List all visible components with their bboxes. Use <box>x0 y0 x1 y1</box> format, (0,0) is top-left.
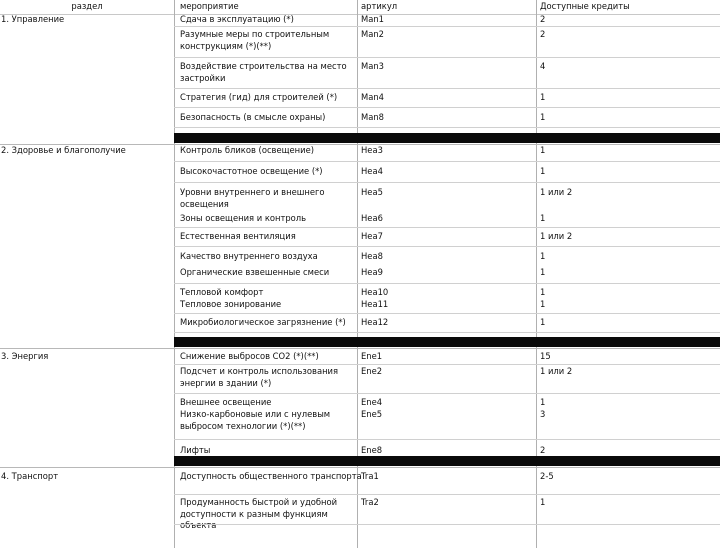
activity-cell: Уровни внутреннего и внешнего освещения <box>180 187 325 209</box>
divider <box>536 468 537 548</box>
credits-cell: 15 <box>540 351 551 361</box>
divider <box>536 0 537 14</box>
article-cell: Ene1 <box>361 351 383 361</box>
activity-cell: Высокочастотное освещение (*) <box>180 166 323 176</box>
row-separator <box>174 246 720 247</box>
category-label: 4. Транспорт <box>1 471 59 481</box>
divider <box>174 0 175 14</box>
credits-cell: 3 <box>540 409 546 419</box>
credits-cell: 1 <box>540 299 546 309</box>
row-separator <box>174 182 720 183</box>
credits-cell: 1 <box>540 92 546 102</box>
activity-cell: Контроль бликов (освещение) <box>180 145 315 155</box>
row-separator <box>174 494 720 495</box>
credits-cell: 1 или 2 <box>540 366 573 376</box>
activity-cell: Микробиологическое загрязнение (*) <box>180 317 346 327</box>
header-article: артикул <box>361 1 398 11</box>
section-separator-bar <box>174 456 720 466</box>
row-separator <box>174 364 720 365</box>
row-separator <box>174 161 720 162</box>
row-separator <box>174 283 720 284</box>
credits-cell: 1 <box>540 166 546 176</box>
row-separator <box>174 393 720 394</box>
section-management <box>0 14 720 145</box>
article-cell: Tra2 <box>361 497 379 507</box>
credits-cell: 2 <box>540 29 546 39</box>
article-cell: Man8 <box>361 112 384 122</box>
activity-cell: Лифты <box>180 445 211 455</box>
row-separator <box>174 107 720 108</box>
activity-cell: Качество внутреннего воздуха <box>180 251 318 261</box>
activity-cell: Доступность общественного транспорта <box>180 471 362 481</box>
article-cell: Man3 <box>361 61 384 71</box>
credits-cell: 4 <box>540 61 546 71</box>
category-label: 3. Энергия <box>1 351 49 361</box>
divider <box>174 468 175 548</box>
header-credits: Доступные кредиты <box>540 1 630 11</box>
article-cell: Hea10 <box>361 287 389 297</box>
header-activity: мероприятие <box>180 1 239 11</box>
credits-cell: 2 <box>540 445 546 455</box>
article-cell: Ene5 <box>361 409 383 419</box>
activity-cell: Продуманность быстрой и удобной доступности к разным функциям объекта <box>180 497 338 530</box>
article-cell: Hea11 <box>361 299 389 309</box>
section-separator-bar <box>174 133 720 143</box>
credits-cell: 1 <box>540 317 546 327</box>
article-cell: Ene8 <box>361 445 383 455</box>
row-separator <box>174 313 720 314</box>
activity-cell: Воздействие строительства на место застройки <box>180 61 347 83</box>
article-cell: Hea9 <box>361 267 383 277</box>
divider <box>174 349 175 467</box>
activity-cell: Внешнее освещение <box>180 397 272 407</box>
article-cell: Man1 <box>361 14 384 24</box>
article-cell: Hea8 <box>361 251 383 261</box>
credits-cell: 1 <box>540 397 546 407</box>
activity-cell: Подсчет и контроль использования энергии в здании (*) <box>180 366 339 388</box>
row-separator <box>174 332 720 333</box>
section-separator-bar <box>174 337 720 347</box>
category-label: 2. Здоровье и благополучие <box>1 145 126 155</box>
credits-cell: 1 <box>540 112 546 122</box>
article-cell: Hea5 <box>361 187 383 197</box>
article-cell: Hea3 <box>361 145 383 155</box>
article-cell: Hea7 <box>361 231 383 241</box>
article-cell: Hea12 <box>361 317 389 327</box>
section-transport <box>0 468 720 548</box>
activity-cell: Сдача в эксплуатацию (*) <box>180 14 294 24</box>
article-cell: Tra1 <box>361 471 379 481</box>
credits-cell: 1 <box>540 287 546 297</box>
credits-cell: 2 <box>540 14 546 24</box>
credits-cell: 1 <box>540 251 546 261</box>
credits-cell: 1 <box>540 267 546 277</box>
activity-cell: Безопасность (в смысле охраны) <box>180 112 326 122</box>
activity-cell: Зоны освещения и контроль <box>180 213 307 223</box>
credits-cell: 1 <box>540 213 546 223</box>
divider <box>536 349 537 467</box>
activity-cell: Низко-карбоновые или с нулевым выбросом технологии (*)(**) <box>180 409 331 431</box>
section-energy <box>0 349 720 468</box>
activity-cell: Стратегия (гид) для строителей (*) <box>180 92 338 102</box>
row-separator <box>174 57 720 58</box>
article-cell: Ene2 <box>361 366 383 376</box>
row-separator <box>174 88 720 89</box>
article-cell: Man2 <box>361 29 384 39</box>
credits-cell: 1 <box>540 497 546 507</box>
table-header <box>0 0 720 15</box>
credits-cell: 1 или 2 <box>540 231 573 241</box>
row-separator <box>174 227 720 228</box>
article-cell: Hea4 <box>361 166 383 176</box>
row-separator <box>174 26 720 27</box>
activity-cell: Тепловой комфорт <box>180 287 264 297</box>
category-label: 1. Управление <box>1 14 65 24</box>
credits-cell: 1 <box>540 145 546 155</box>
row-separator <box>174 127 720 128</box>
activity-cell: Органические взвешенные смеси <box>180 267 330 277</box>
divider <box>357 0 358 14</box>
article-cell: Ene4 <box>361 397 383 407</box>
section-health <box>0 145 720 349</box>
article-cell: Man4 <box>361 92 384 102</box>
article-cell: Hea6 <box>361 213 383 223</box>
divider <box>174 14 175 144</box>
divider <box>536 14 537 144</box>
activity-cell: Тепловое зонирование <box>180 299 282 309</box>
credits-cell: 2-5 <box>540 471 554 481</box>
header-section: раздел <box>71 1 103 11</box>
activity-cell: Снижение выбросов CO2 (*)(**) <box>180 351 319 361</box>
row-separator <box>174 524 720 525</box>
activity-cell: Разумные меры по строительным конструкциям (*)(**) <box>180 29 330 51</box>
activity-cell: Естественная вентиляция <box>180 231 296 241</box>
row-separator <box>174 439 720 440</box>
credits-cell: 1 или 2 <box>540 187 573 197</box>
